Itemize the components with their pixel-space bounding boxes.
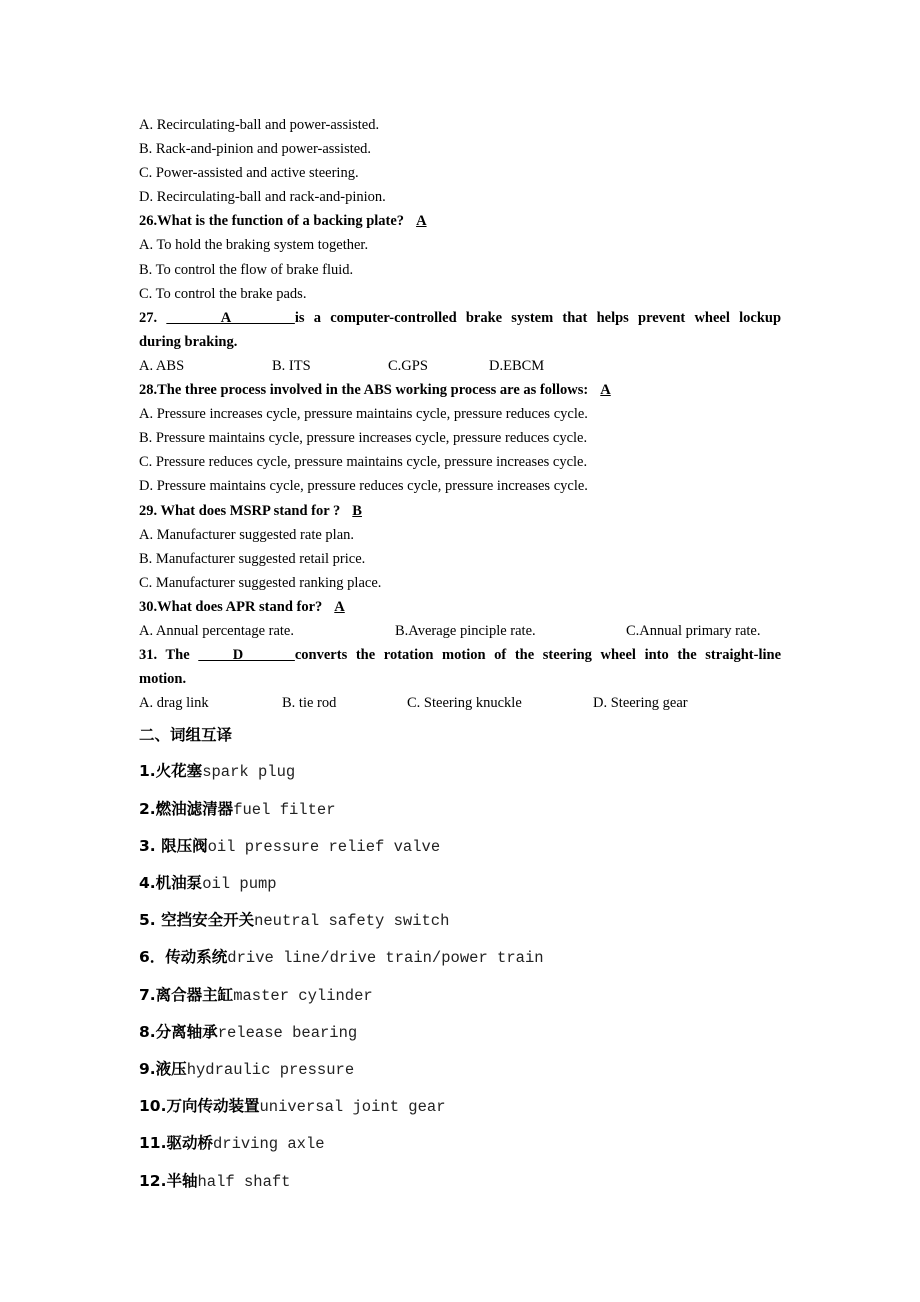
q26-answer: A <box>416 213 427 230</box>
vocab-en: hydraulic pressure <box>186 1060 355 1079</box>
q30-text: 30.What does APR stand for? <box>139 598 323 615</box>
vocab-item <box>139 828 781 865</box>
q26-option-a: A. To hold the braking system together. <box>139 237 369 254</box>
vocab-en: neutral safety switch <box>254 912 450 931</box>
q28-option-a: A. Pressure increases cycle, pressure maintains cycle, pressure reduces cycle. <box>139 406 588 423</box>
vocab-zh: 2.燃油滤清器 <box>139 799 234 818</box>
vocab-item <box>139 977 781 1014</box>
q27-options <box>139 354 781 378</box>
vocab-item <box>139 753 781 790</box>
q25-option-c: C. Power-assisted and active steering. <box>139 165 359 182</box>
q30-options <box>139 619 781 643</box>
section2-title: 二、词组互译 <box>139 726 233 745</box>
q27-option-c: C.GPS <box>388 357 428 374</box>
q27-option-a: A. ABS <box>139 357 185 374</box>
q31-question-line1 <box>139 643 781 667</box>
q27-option-d: D.EBCM <box>489 357 545 374</box>
q30-option-c: C.Annual primary rate. <box>626 622 761 639</box>
vocab-en: fuel filter <box>233 800 336 819</box>
vocab-item <box>139 1088 781 1125</box>
q28-option-d: D. Pressure maintains cycle, pressure reduces cycle, pressure increases cycle. <box>139 478 588 495</box>
q31-option-a: A. drag link <box>139 695 209 712</box>
q26-question <box>139 209 781 233</box>
vocab-item <box>139 1014 781 1051</box>
q29-option-a: A. Manufacturer suggested rate plan. <box>139 526 355 543</box>
q27-text-line1: is a computer-controlled brake system that helps prevent wheel lockup <box>294 309 782 326</box>
vocab-zh: 4.机油泵 <box>139 873 203 892</box>
q27-answer-blank: A <box>166 309 295 326</box>
vocab-zh: 1.火花塞 <box>139 762 203 781</box>
vocab-zh: 10.万向传动装置 <box>139 1097 260 1116</box>
q28-answer: A <box>600 382 611 399</box>
vocab-zh: 5. 空挡安全开关 <box>139 911 255 930</box>
q26-text: 26.What is the function of a backing plate? <box>139 213 405 230</box>
q29-question <box>139 499 781 523</box>
vocab-en: spark plug <box>202 763 296 782</box>
vocab-en: master cylinder <box>233 986 373 1005</box>
q30-option-a: A. Annual percentage rate. <box>139 622 294 639</box>
q26-option-c: C. To control the brake pads. <box>139 285 307 302</box>
q30-question <box>139 595 781 619</box>
q27-question-line1 <box>139 306 781 330</box>
vocab-item <box>139 1125 781 1162</box>
vocab-zh: 7.离合器主缸 <box>139 985 234 1004</box>
vocab-en: release bearing <box>217 1023 358 1042</box>
vocab-item <box>139 791 781 828</box>
vocab-zh: 12.半轴 <box>139 1171 198 1190</box>
q31-text-line2: motion. <box>139 671 187 688</box>
vocab-en: half shaft <box>197 1172 291 1191</box>
q28-option-b: B. Pressure maintains cycle, pressure increases cycle, pressure reduces cycle. <box>139 430 588 447</box>
vocab-zh: 11.驱动桥 <box>139 1134 213 1153</box>
vocab-en: universal joint gear <box>259 1098 446 1117</box>
q29-text: 29. What does MSRP stand for ? <box>139 502 341 519</box>
q31-text-line1: converts the rotation motion of the steering wheel into the straight-line <box>294 647 782 664</box>
q25-option-b: B. Rack-and-pinion and power-assisted. <box>139 141 372 158</box>
q31-prefix: 31. The <box>139 647 190 664</box>
q25-option-d: D. Recirculating-ball and rack-and-pinion. <box>139 189 386 206</box>
q27-option-b: B. ITS <box>272 357 311 374</box>
q29-option-b: B. Manufacturer suggested retail price. <box>139 550 366 567</box>
q30-option-b: B.Average pinciple rate. <box>395 622 536 639</box>
q30-answer: A <box>334 598 345 615</box>
q28-text: 28.The three process involved in the ABS working process are as follows: <box>139 382 589 399</box>
q31-option-d: D. Steering gear <box>593 695 688 712</box>
document-page <box>139 113 781 1200</box>
vocab-item <box>139 939 781 976</box>
vocab-zh: 6．传动系统 <box>139 948 228 967</box>
q27-prefix: 27. <box>139 309 158 326</box>
q27-text-line2: during braking. <box>139 333 238 350</box>
vocab-item <box>139 865 781 902</box>
q28-question <box>139 378 781 402</box>
vocab-en: driving axle <box>212 1135 325 1154</box>
q29-answer: B <box>352 502 362 519</box>
vocab-en: drive line/drive train/power train <box>227 949 544 968</box>
vocab-zh: 9.液压 <box>139 1059 187 1078</box>
q31-answer-blank: D <box>198 647 295 664</box>
vocab-item <box>139 1051 781 1088</box>
q31-option-c: C. Steering knuckle <box>407 695 522 712</box>
q29-option-c: C. Manufacturer suggested ranking place. <box>139 574 382 591</box>
vocab-item <box>139 902 781 939</box>
vocab-zh: 8.分离轴承 <box>139 1022 218 1041</box>
q26-option-b: B. To control the flow of brake fluid. <box>139 261 354 278</box>
vocab-zh: 3. 限压阀 <box>139 836 208 855</box>
q31-option-b: B. tie rod <box>282 695 337 712</box>
vocab-item <box>139 1163 781 1200</box>
vocab-en: oil pump <box>202 874 277 893</box>
q31-options <box>139 691 781 715</box>
q28-option-c: C. Pressure reduces cycle, pressure maintains cycle, pressure increases cycle. <box>139 454 588 471</box>
vocab-en: oil pressure relief valve <box>207 837 441 856</box>
q25-option-a: A. Recirculating-ball and power-assisted. <box>139 117 380 133</box>
